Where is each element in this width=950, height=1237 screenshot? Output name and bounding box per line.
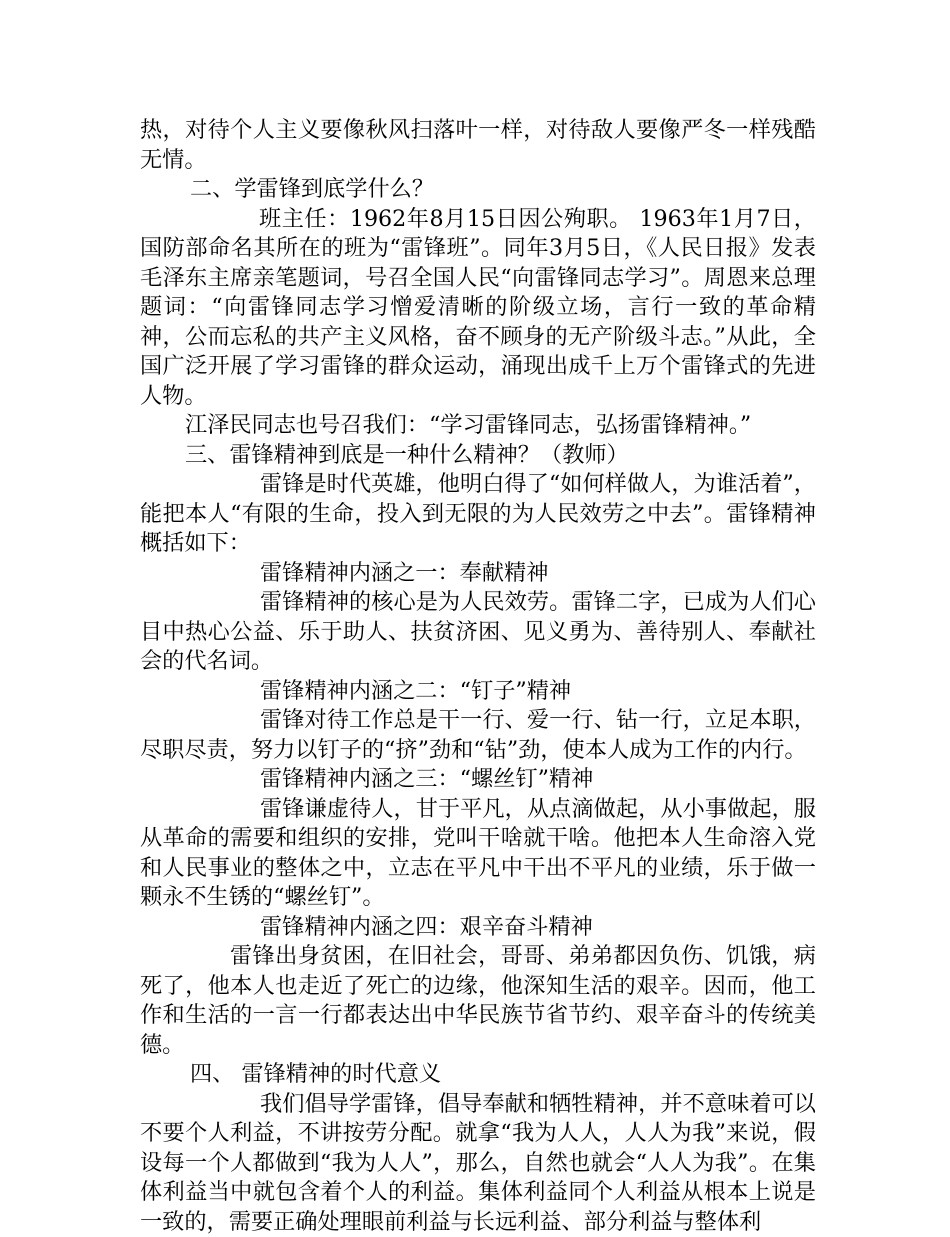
section-heading-3: 三、雷锋精神到底是一种什么精神？（教师） <box>140 441 816 471</box>
document-body <box>140 116 816 1237</box>
paragraph-spirit-2: 雷锋对待工作总是干一行、爱一行、钻一行，立足本职，尽职尽责，努力以钉子的“挤”劲和“钻”劲，使本人成为工作的内行。 <box>140 706 816 765</box>
subheading-spirit-1: 雷锋精神内涵之一：奉献精神 <box>140 559 816 589</box>
paragraph-teacher-history: 班主任：1962年8月15日因公殉职。 1963年1月7日，国防部命名其所在的班为“雷锋班”。同年3月5日，《人民日报》发表毛泽东主席亲笔题词，号召全国人民“向雷锋同志学习”。周恩来总理题词：“向雷锋同志学习憎爱清晰的阶级立场，言行一致的革命精神，公而忘私的共产主义风格，奋不顾身的无产阶级斗志。”从此，全国广泛开展了学习雷锋的群众运动，涌现出成千上万个雷锋式的先进人物。 <box>140 205 816 412</box>
paragraph-jiang-quote: 江泽民同志也号召我们：“学习雷锋同志，弘扬雷锋精神。” <box>140 411 816 441</box>
paragraph-spirit-3: 雷锋谦虚待人，甘于平凡，从点滴做起，从小事做起，服从革命的需要和组织的安排，党叫干啥就干啥。他把本人生命溶入党和人民事业的整体之中，立志在平凡中干出不平凡的业绩，乐于做一颗永不生锈的“螺丝钉”。 <box>140 795 816 913</box>
section-heading-4: 四、 雷锋精神的时代意义 <box>140 1060 816 1090</box>
paragraph-intro-continuation: 热，对待个人主义要像秋风扫落叶一样，对待敌人要像严冬一样残酷无情。 <box>140 116 816 175</box>
section-heading-2: 二、学雷锋到底学什么？ <box>140 175 816 205</box>
paragraph-spirit-summary: 雷锋是时代英雄，他明白得了“如何样做人，为谁活着”，能把本人“有限的生命，投入到无限的为人民效劳之中去”。雷锋精神概括如下： <box>140 470 816 559</box>
paragraph-spirit-1: 雷锋精神的核心是为人民效劳。雷锋二字，已成为人们心目中热心公益、乐于助人、扶贫济困、见义勇为、善待别人、奉献社会的代名词。 <box>140 588 816 677</box>
paragraph-era-significance: 我们倡导学雷锋，倡导奉献和牺牲精神，并不意味着可以不要个人利益，不讲按劳分配。就拿“我为人人，人人为我”来说，假设每一个人都做到“我为人人”，那么，自然也就会“人人为我”。在集体利益当中就包含着个人的利益。集体利益同个人利益从根本上说是一致的，需要正确处理眼前利益与长远利益、部分利益与整体利 <box>140 1090 816 1237</box>
subheading-spirit-4: 雷锋精神内涵之四：艰辛奋斗精神 <box>140 913 816 943</box>
subheading-spirit-2: 雷锋精神内涵之二：“钉子”精神 <box>140 677 816 707</box>
subheading-spirit-3: 雷锋精神内涵之三：“螺丝钉”精神 <box>140 765 816 795</box>
paragraph-spirit-4: 雷锋出身贫困，在旧社会，哥哥、弟弟都因负伤、饥饿，病死了，他本人也走近了死亡的边缘，他深知生活的艰辛。因而，他工作和生活的一言一行都表达出中华民族节省节约、艰辛奋斗的传统美德。 <box>140 942 816 1060</box>
